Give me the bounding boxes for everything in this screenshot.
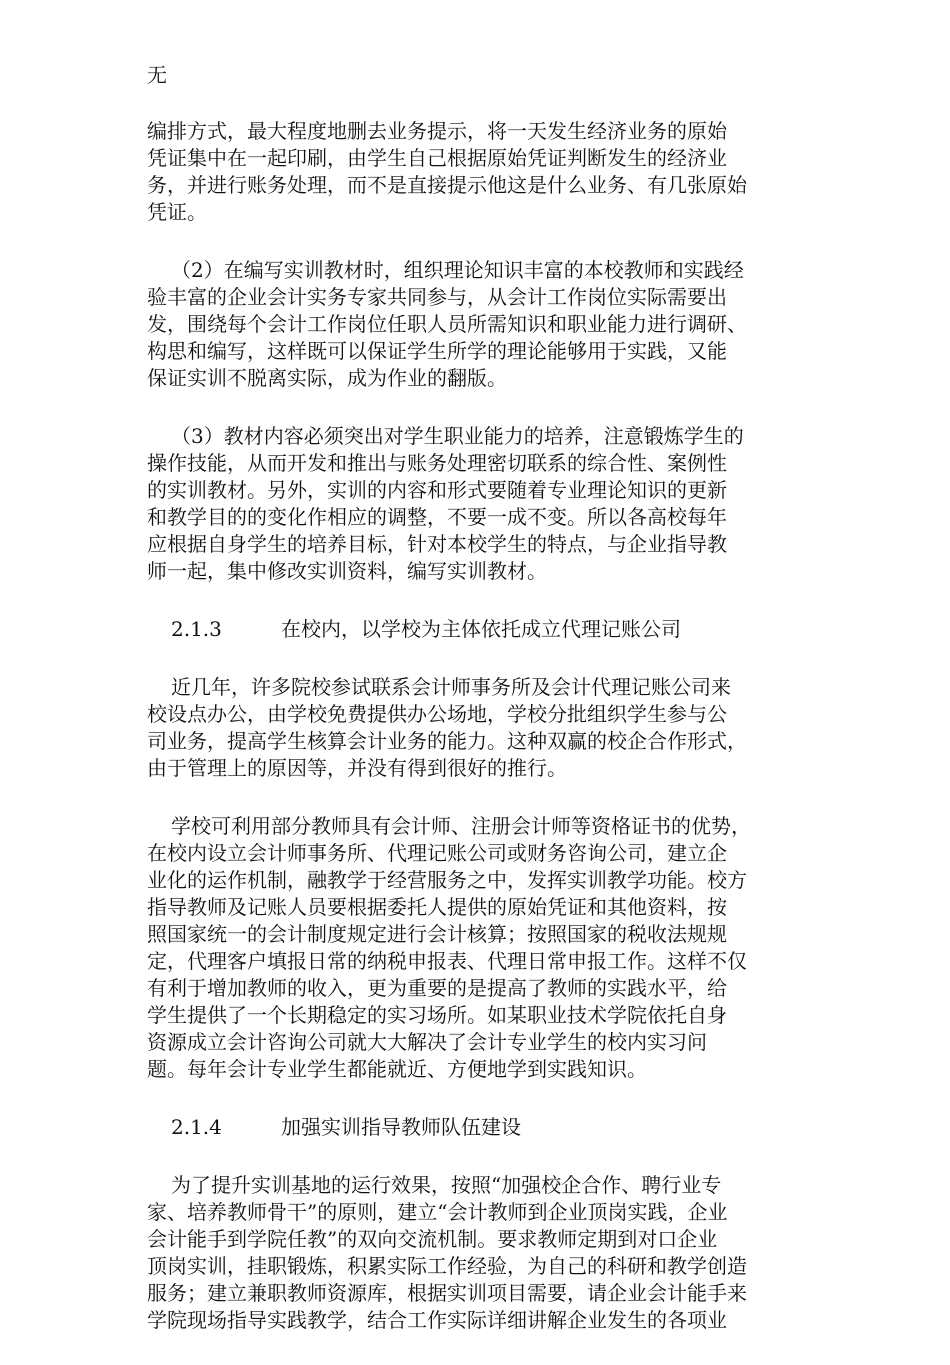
text-line: 师一起，集中修改实训资料，编写实训教材。 — [147, 559, 547, 583]
text-line: 为了提升实训基地的运行效果，按照“加强校企合作、聘行业专 — [171, 1173, 722, 1197]
text-line: 定，代理客户填报日常的纳税申报表、代理日常申报工作。这样不仅 — [147, 949, 747, 973]
text-line: 操作技能，从而开发和推出与账务处理密切联系的综合性、案例性 — [147, 451, 727, 475]
paragraph-5 — [147, 813, 795, 1083]
text-line: 学校可利用部分教师具有会计师、注册会计师等资格证书的优势， — [171, 814, 751, 838]
section-heading-2-1-4 — [147, 1114, 795, 1141]
text-line: 凭证集中在一起印刷，由学生自己根据原始凭证判断发生的经济业 — [147, 146, 727, 170]
text-line: 学院现场指导实践教学，结合工作实际详细讲解企业发生的各项业 — [147, 1308, 727, 1332]
text-line: 业化的运作机制，融教学于经营服务之中，发挥实训教学功能。校方 — [147, 868, 747, 892]
paragraph-2 — [147, 257, 795, 392]
text-line: 照国家统一的会计制度规定进行会计核算；按照国家的税收法规规 — [147, 922, 727, 946]
section-title: 在校内，以学校为主体依托成立代理记账公司 — [281, 617, 681, 641]
text-line: 有利于增加教师的收入，更为重要的是提高了教师的实践水平，给 — [147, 976, 727, 1000]
text-line: 的实训教材。另外，实训的内容和形式要随着专业理论知识的更新 — [147, 478, 727, 502]
text-line: （2）在编写实训教材时，组织理论知识丰富的本校教师和实践经 — [171, 258, 744, 282]
section-number: 2.1.4 — [171, 1115, 222, 1139]
text-line: （3）教材内容必须突出对学生职业能力的培养，注意锻炼学生的 — [171, 424, 744, 448]
section-number: 2.1.3 — [171, 617, 222, 641]
text-line: 家、培养教师骨干”的原则，建立“会计教师到企业顶岗实践，企业 — [147, 1200, 728, 1224]
text-line: 题。每年会计专业学生都能就近、方便地学到实践知识。 — [147, 1057, 647, 1081]
text-line: 验丰富的企业会计实务专家共同参与，从会计工作岗位实际需要出 — [147, 285, 727, 309]
text-line: 务，并进行账务处理，而不是直接提示他这是什么业务、有几张原始 — [147, 173, 747, 197]
paragraph-6 — [147, 1172, 795, 1334]
section-title: 加强实训指导教师队伍建设 — [281, 1115, 521, 1139]
text-line: 保证实训不脱离实际，成为作业的翻版。 — [147, 366, 507, 390]
text-line: 和教学目的的变化作相应的调整，不要一成不变。所以各高校每年 — [147, 505, 727, 529]
paragraph-1 — [147, 118, 795, 226]
page-header: 无 — [147, 63, 167, 87]
document-body — [147, 118, 795, 1365]
text-line: 学生提供了一个长期稳定的实习场所。如某职业技术学院依托自身 — [147, 1003, 727, 1027]
text-line: 会计能手到学院任教”的双向交流机制。要求教师定期到对口企业 — [147, 1227, 718, 1251]
text-line: 校设点办公，由学校免费提供办公场地，学校分批组织学生参与公 — [147, 702, 727, 726]
text-line: 顶岗实训，挂职锻炼，积累实际工作经验，为自己的科研和教学创造 — [147, 1254, 747, 1278]
text-line: 凭证。 — [147, 200, 207, 224]
section-heading-2-1-3 — [147, 616, 795, 643]
text-line: 指导教师及记账人员要根据委托人提供的原始凭证和其他资料，按 — [147, 895, 727, 919]
text-line: 司业务，提高学生核算会计业务的能力。这种双赢的校企合作形式， — [147, 729, 747, 753]
text-line: 在校内设立会计师事务所、代理记账公司或财务咨询公司，建立企 — [147, 841, 727, 865]
text-line: 应根据自身学生的培养目标，针对本校学生的特点，与企业指导教 — [147, 532, 727, 556]
text-line: 资源成立会计咨询公司就大大解决了会计专业学生的校内实习问 — [147, 1030, 707, 1054]
text-line: 构思和编写，这样既可以保证学生所学的理论能够用于实践，又能 — [147, 339, 727, 363]
paragraph-4 — [147, 674, 795, 782]
text-line: 近几年，许多院校参试联系会计师事务所及会计代理记账公司来 — [171, 675, 731, 699]
text-line: 编排方式，最大程度地删去业务提示，将一天发生经济业务的原始 — [147, 119, 727, 143]
paragraph-3 — [147, 423, 795, 585]
text-line: 服务；建立兼职教师资源库，根据实训项目需要，请企业会计能手来 — [147, 1281, 747, 1305]
text-line: 由于管理上的原因等，并没有得到很好的推行。 — [147, 756, 567, 780]
text-line: 发，围绕每个会计工作岗位任职人员所需知识和职业能力进行调研、 — [147, 312, 747, 336]
